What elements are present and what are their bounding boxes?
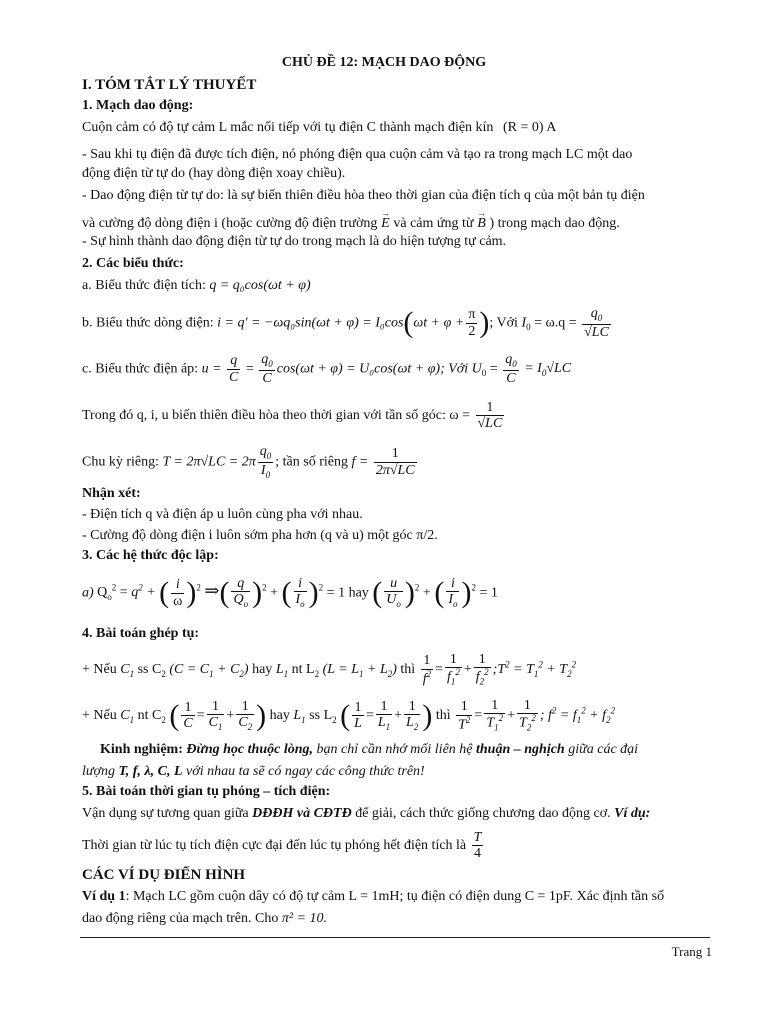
math-pi-squared: π² = 10. xyxy=(281,911,327,926)
paragraph-discharge-1: - Sau khi tụ điện đã được tích điện, nó phóng điện qua cuộn cảm và tạo ra trong mạch LC một dao xyxy=(82,147,633,162)
frac-q0-i0: $\frac{q_0}{I_0}$ xyxy=(259,444,272,480)
combination-row-1: + Nếu $C_1$ ss $C_2$ $(C = C_1 + C_2)$ hay $L_1$ nt $L_2$ $(L = L_1 + L_2)$ thì $\frac{1}{f^2}$ = $\frac{1}{f_1^2}$ + $\frac{1}{f_2^2}$ $;T^2 = T_1^2 + T_2^2$ xyxy=(82,652,577,687)
text: với nhau ta sẽ có ngay các công thức trên! xyxy=(186,764,425,779)
text: T, f, λ, C, L xyxy=(118,764,183,779)
remark-2: - Cường độ dòng điện i luôn sớm pha hơn (q và u) một góc π/2. xyxy=(82,528,438,543)
subheading-lc-circuit: 1. Mạch dao động: xyxy=(82,98,194,113)
expr-current: b. Biểu thức dòng điện: i = q' = −ωq₀sin(ωt + φ) = I₀cos(ωt + φ + $\frac{\pi}{2}$ ); Với $I_0 = \omega.q$ = $\frac{q_0}{√LC}$ xyxy=(82,306,609,340)
paragraph-correlation xyxy=(82,806,708,823)
subheading-capacitor-combination: 4. Bài toán ghép tụ: xyxy=(82,626,200,641)
frac-q0-c: $\frac{q_0}{C}$ xyxy=(261,352,273,386)
frac-1-sqrt-lc: $\frac{1}{√LC}$ xyxy=(477,400,503,432)
expr-independent: a) $Q_o^2 = q^2$ + ( $\frac{i}{\omega}$ )$^2$ ⇒( $\frac{q}{Q_o}$ )$^2$ + ( $\frac{i}{I_o}$ )$^2$ = 1 hay ( $\frac{u}{U_o}$ )$^2$ + ( $\frac{i}{I_o}$ )$^2$ = 1 xyxy=(82,576,498,610)
text: c. Biểu thức điện áp: xyxy=(82,361,199,377)
combination-row-2: + Nếu $C_1$ nt $C_2$ ( $\frac{1}{C}$ = $\frac{1}{C_1}$ + $\frac{1}{C_2}$ ) hay $L_1$ ss $L_2$ ( $\frac{1}{L}$ = $\frac{1}{L_1}$ + $\frac{1}{L_2}$ ) thì $\frac{1}{T^2}$ = $\frac{1}{T_1^2}$ + $\frac{1}{T_2^2}$ ; $f^2 = f_1^2 + f_2^2$ xyxy=(82,698,616,733)
frac-i-omega: $\frac{i}{\omega}$ xyxy=(173,577,183,609)
subheading-charge-discharge: 5. Bài toán thời gian tụ phóng – tích điện: xyxy=(82,784,331,799)
text: ss xyxy=(309,708,321,724)
subheading-expressions: 2. Các biểu thức: xyxy=(82,256,184,271)
text: hay xyxy=(252,662,273,678)
text: thì xyxy=(400,662,416,678)
text: dao động riêng của mạch trên. Cho xyxy=(82,911,279,926)
example-1-line-1 xyxy=(82,889,708,906)
text: giữa các đại xyxy=(568,742,639,757)
frac-i-io-2: $\frac{i}{I_o}$ xyxy=(448,576,458,610)
text: : Mạch LC gồm cuộn dây có độ tự cảm L = 1mH; tụ điện có điện dung C = 1pF. Xác định tần số xyxy=(125,889,665,904)
text: và cảm ứng từ xyxy=(393,216,474,231)
text: nt xyxy=(137,708,149,724)
text: thì xyxy=(435,708,451,724)
section-heading-examples: CÁC VÍ DỤ ĐIỂN HÌNH xyxy=(82,867,246,883)
section-heading-theory: I. TÓM TẮT LÝ THUYẾT xyxy=(82,77,257,93)
example-1-line-2 xyxy=(82,911,708,928)
expr-voltage: c. Biểu thức điện áp: u = $\frac{q}{C}$ = $\frac{q_0}{C}$ cos(ωt + φ) = U₀cos(ωt + φ); Với $U_0$ = $\frac{q_0}{C}$ = $I_0√LC$ xyxy=(82,352,572,386)
document-title: CHỦ ĐỀ 12: MẠCH DAO ĐỘNG xyxy=(281,55,487,70)
frac-u-uo: $\frac{u}{U_o}$ xyxy=(386,576,401,610)
frac-t-4: $\frac{T}{4}$ xyxy=(473,830,482,862)
text: Ví dụ 1 xyxy=(82,889,126,904)
subheading-independent-relations: 3. Các hệ thức độc lập: xyxy=(82,548,219,563)
text: Vận dụng sự tương quan giữa xyxy=(82,806,249,821)
text: Kinh nghiệm: xyxy=(100,742,183,757)
vector-b-symbol: → B xyxy=(477,210,486,233)
paragraph-time-discharge xyxy=(82,830,708,862)
text: A xyxy=(546,120,557,135)
text: hay xyxy=(269,708,290,724)
text: bạn chỉ cần nhớ mối liên hệ xyxy=(316,742,473,757)
paragraph-self-induction: - Sự hình thành dao động điện từ tự do trong mạch là do hiện tượng tự cảm. xyxy=(82,234,507,249)
text: Thời gian từ lúc tụ tích điện cực đại đến lúc tụ phóng hết điện tích là xyxy=(82,838,467,854)
paragraph-free-osc-1: - Dao động điện từ tự do: là sự biến thiên điều hòa theo thời gian của điện tích q của một bản tụ điện xyxy=(82,188,645,203)
text: Chu kỳ riêng: xyxy=(82,454,159,470)
text: ss xyxy=(137,662,149,678)
text: ; Với xyxy=(489,315,518,331)
frac-q0-c-2: $\frac{q_0}{C}$ xyxy=(505,352,517,386)
remark-1: - Điện tích q và điện áp u luôn cùng pha với nhau. xyxy=(82,507,363,522)
math-voltage: cos(ωt + φ) = U₀cos(ωt + φ); Với xyxy=(276,361,469,377)
frac-q-c: $\frac{q}{C}$ xyxy=(229,353,239,385)
paragraph-discharge-2: động điện từ tự do (hay dòng điện xoay chiều). xyxy=(82,166,346,181)
remark-heading: Nhận xét: xyxy=(82,486,141,501)
text: để giải, cách thức giống chương dao động cơ. xyxy=(355,806,611,821)
frac-q-qo: $\frac{q}{Q_o}$ xyxy=(233,576,249,610)
math-current: i = q' = −ωq₀sin(ωt + φ) = I₀cos xyxy=(217,315,404,331)
paragraph-free-osc-2 xyxy=(82,210,708,233)
paragraph-lc-definition xyxy=(82,120,708,137)
text: Ví dụ: xyxy=(614,806,651,821)
frac-1-2pi-sqrt-lc: $\frac{1}{2\pi√LC}$ xyxy=(375,446,415,478)
text: a. Biểu thức điện tích: xyxy=(82,278,206,293)
text: thuận – nghịch xyxy=(476,742,565,757)
frac-i-io: $\frac{i}{I_o}$ xyxy=(295,576,305,610)
frac-q0-sqrt-lc: $\frac{q_0}{√LC}$ xyxy=(584,306,609,340)
text: Trong đó q, i, u biến thiên điều hòa theo thời gian với tần số góc: xyxy=(82,408,446,424)
text: lượng xyxy=(82,764,115,779)
text: + Nếu xyxy=(82,662,117,678)
text: ) trong mạch dao động. xyxy=(489,216,620,231)
expr-angular-frequency: Trong đó q, i, u biến thiên điều hòa theo thời gian với tần số góc: ω = $\frac{1}{√LC}$ xyxy=(82,400,503,432)
footer-divider xyxy=(80,937,710,938)
text: DĐĐH và CĐTĐ xyxy=(252,806,352,821)
text: Đừng học thuộc lòng, xyxy=(186,742,313,757)
expr-charge xyxy=(82,278,708,295)
text: ; tần số riêng xyxy=(275,454,348,470)
page-number: Trang 1 xyxy=(671,944,712,959)
text: nt xyxy=(291,662,303,678)
text: = 1 hay xyxy=(326,585,369,601)
math-charge: q = q₀cos(ωt + φ) xyxy=(209,278,311,293)
text: Cuộn cảm có độ tự cảm L mắc nối tiếp với tụ điện C thành mạch điện kín xyxy=(82,120,494,135)
text: và cường độ dòng điện i (hoặc cường độ điện trường xyxy=(82,216,378,231)
frac-pi-2: $\frac{\pi}{2}$ xyxy=(468,307,476,339)
vector-e-symbol: → E xyxy=(381,210,390,233)
text: + Nếu xyxy=(82,708,117,724)
expr-period: Chu kỳ riêng: T = 2π√LC = 2π $\frac{q_0}{I_0}$ ; tần số riêng f = $\frac{1}{2\pi√LC}$ xyxy=(82,444,415,480)
experience-line-1 xyxy=(82,742,708,759)
text: b. Biểu thức dòng điện: xyxy=(82,315,214,331)
math-r-zero: (R = 0) xyxy=(502,120,544,135)
experience-line-2 xyxy=(82,764,708,781)
